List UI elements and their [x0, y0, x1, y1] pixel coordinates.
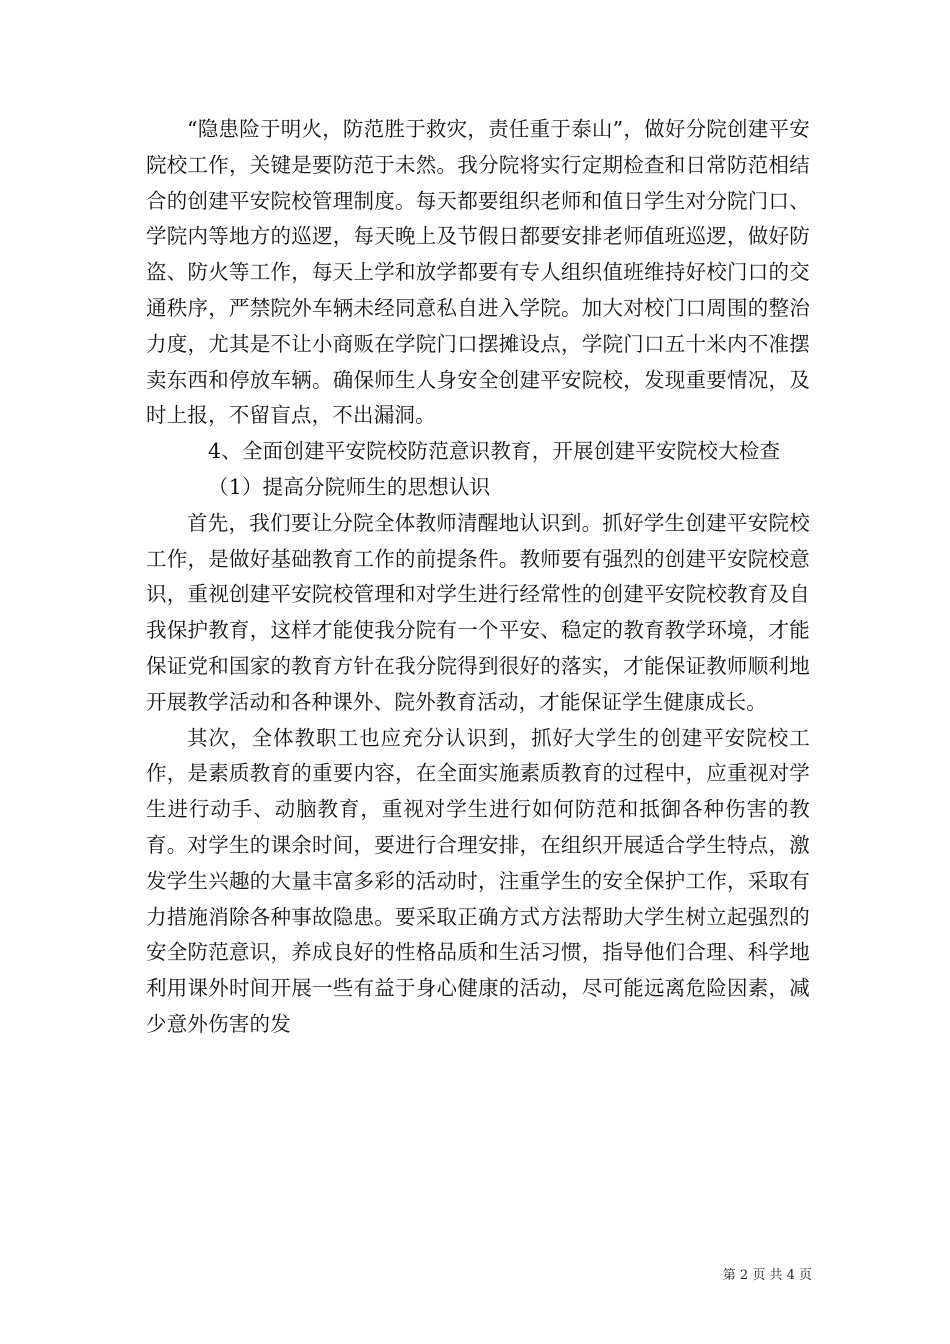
- section-heading-4: 4、全面创建平安院校防范意识教育，开展创建平安院校大检查: [208, 439, 781, 464]
- page-number-footer: 第 2 页 共 4 页: [722, 1268, 812, 1283]
- paragraph-second: 其次，全体教职工也应充分认识到，抓好大学生的创建平安院校工作，是素质教育的重要内容，在全面实施素质教育的过程中，应重视对学生进行动手、动脑教育，重视对学生进行如何防范和抵御各种伤害的教育。对学生的课余时间，要进行合理安排，在组织开展适合学生特点，激发学生兴趣的大量丰富多彩的活动时，注重学生的安全保护工作，采取有力措施消除各种事故隐患。要采取正确方式方法帮助大学生树立起强烈的安全防范意识，养成良好的性格品质和生活习惯，指导他们合理、科学地利用课外时间开展一些有益于身心健康的活动，尽可能远离危险因素，减少意外伤害的发: [146, 725, 810, 1036]
- paragraph-safety-prevention: “隐患险于明火，防范胜于救灾，责任重于泰山”，做好分院创建平安院校工作，关键是要防范于未然。我分院将实行定期检查和日常防范相结合的创建平安院校管理制度。每天都要组织老师和值日学生对分院门口、学院内等地方的巡逻，每天晚上及节假日都要安排老师值班巡逻，做好防盗、防火等工作，每天上学和放学都要有专人组织值班维持好校门口的交通秩序，严禁院外车辆未经同意私自进入学院。加大对校门口周围的整治力度，尤其是不让小商贩在学院门口摆摊设点，学院门口五十米内不准摆卖东西和停放车辆。确保师生人身安全创建平安院校，发现重要情况，及时上报，不留盲点，不出漏洞。: [146, 117, 810, 428]
- paragraph-first: 首先，我们要让分院全体教师清醒地认识到。抓好学生创建平安院校工作，是做好基础教育工作的前提条件。教师要有强烈的创建平安院校意识，重视创建平安院校管理和对学生进行经常性的创建平安院校教育及自我保护教育，这样才能使我分院有一个平安、稳定的教育教学环境，才能保证党和国家的教育方针在我分院得到很好的落实，才能保证教师顺利地开展教学活动和各种课外、院外教育活动，才能保证学生健康成长。: [146, 510, 810, 714]
- subsection-heading-1: （1）提高分院师生的思想认识: [208, 474, 491, 499]
- document-body: [146, 112, 810, 1043]
